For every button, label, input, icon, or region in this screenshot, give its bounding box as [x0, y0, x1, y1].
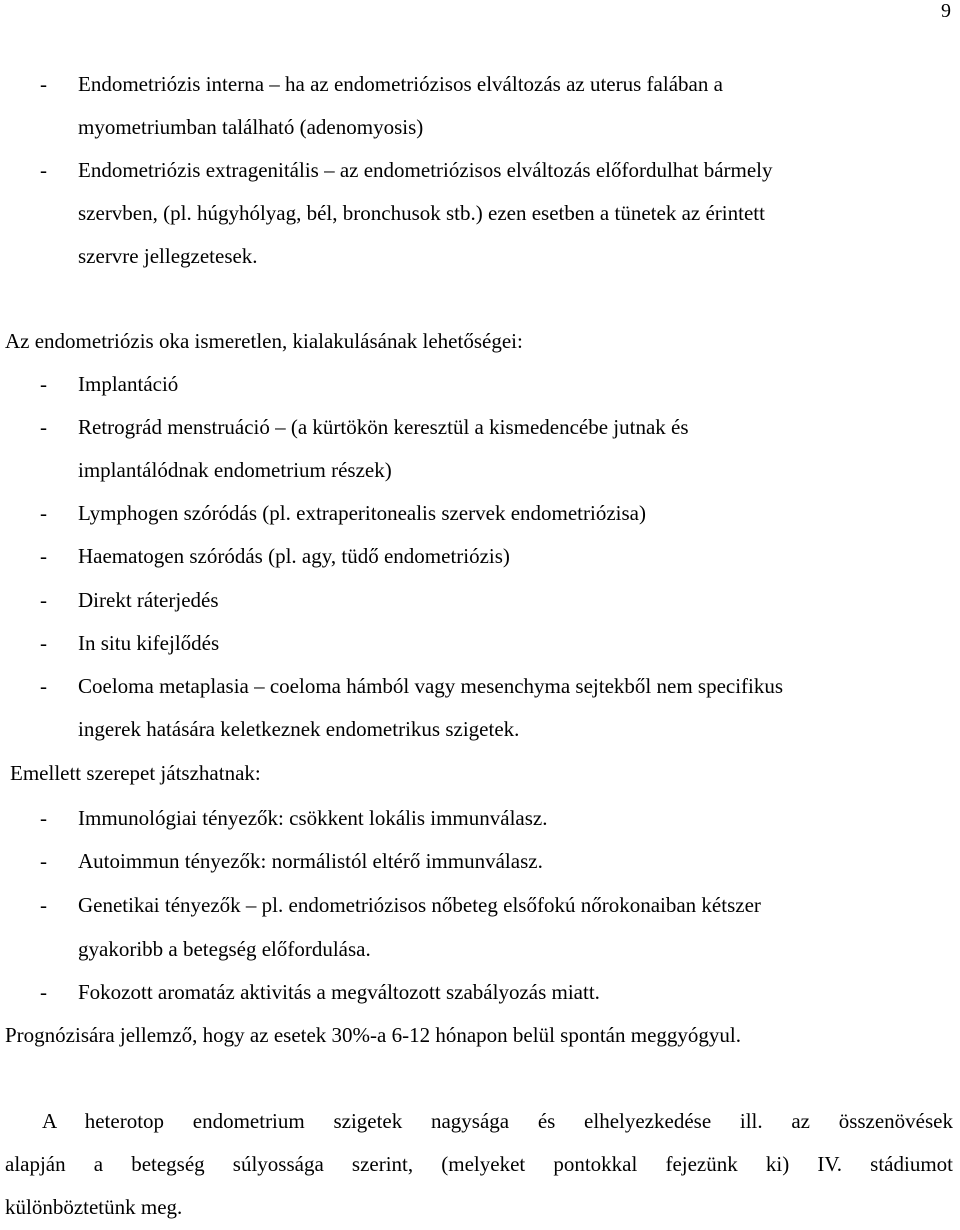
list-dash: - — [40, 544, 47, 568]
list-dash: - — [40, 674, 47, 698]
list-item-text: Lymphogen szóródás (pl. extraperitonealis szervek endometriózisa) — [78, 501, 646, 525]
list-item-continuation: ingerek hatására keletkeznek endometrikus szigetek. — [78, 717, 520, 741]
list-item-continuation: szervre jellegzetesek. — [78, 244, 258, 268]
list-item-continuation: implantálódnak endometrium részek) — [78, 458, 392, 482]
list-item-text: Direkt ráterjedés — [78, 588, 219, 612]
prognosis-paragraph: Prognózisára jellemző, hogy az esetek 30%-a 6-12 hónapon belül spontán meggyógyul. — [5, 1023, 741, 1047]
staging-paragraph-line: A heterotop endometrium szigetek nagysága és elhelyezkedése ill. az összenövések — [42, 1109, 953, 1133]
cause-item-implantation — [40, 372, 178, 396]
list-dash: - — [40, 849, 47, 873]
list-item-continuation: myometriumban található (adenomyosis) — [78, 115, 424, 139]
cause-item-coelomic-metaplasia — [40, 674, 783, 698]
list-dash: - — [40, 415, 47, 439]
list-dash: - — [40, 588, 47, 612]
list-item-continuation: gyakoribb a betegség előfordulása. — [78, 937, 371, 961]
factor-item-aromatase — [40, 980, 600, 1004]
list-item-endometriosis-interna — [40, 72, 723, 96]
cause-item-haematogenic-spread — [40, 544, 510, 568]
cause-item-retrograde-menstruation — [40, 415, 689, 439]
page-number: 9 — [941, 0, 951, 22]
list-item-endometriosis-extragenitalis — [40, 158, 773, 182]
cause-item-in-situ-development — [40, 631, 219, 655]
list-item-text: In situ kifejlődés — [78, 631, 220, 655]
list-item-text: Endometriózis extragenitális – az endometriózisos elváltozás előfordulhat bármely — [78, 158, 773, 182]
causes-heading: Az endometriózis oka ismeretlen, kialakulásának lehetőségei: — [5, 329, 523, 353]
list-dash: - — [40, 72, 47, 96]
staging-paragraph-line: alapján a betegség súlyossága szerint, (melyeket pontokkal fejezünk ki) IV. stádiumot — [5, 1152, 953, 1176]
list-item-text: Immunológiai tényezők: csökkent lokális immunválasz. — [78, 806, 548, 830]
list-item-text: Haematogen szóródás (pl. agy, tüdő endometriózis) — [78, 544, 510, 568]
factors-heading: Emellett szerepet játszhatnak: — [10, 761, 261, 785]
cause-item-lymphogenic-spread — [40, 501, 646, 525]
list-item-text: Fokozott aromatáz aktivitás a megváltozott szabályozás miatt. — [78, 980, 600, 1004]
list-item-text: Endometriózis interna – ha az endometriózisos elváltozás az uterus falában a — [78, 72, 723, 96]
list-item-text: Coeloma metaplasia – coeloma hámból vagy mesenchyma sejtekből nem specifikus — [78, 674, 784, 698]
staging-paragraph-line: különböztetünk meg. — [5, 1195, 183, 1219]
list-dash: - — [40, 158, 47, 182]
list-dash: - — [40, 631, 47, 655]
list-dash: - — [40, 501, 47, 525]
list-dash: - — [40, 980, 47, 1004]
list-item-continuation: szervben, (pl. húgyhólyag, bél, bronchusok stb.) ezen esetben a tünetek az érintett — [78, 201, 765, 225]
list-item-text: Autoimmun tényezők: normálistól eltérő immunválasz. — [78, 849, 543, 873]
list-item-text: Genetikai tényezők – pl. endometriózisos nőbeteg elsőfokú nőrokonaiban kétszer — [78, 893, 761, 917]
list-item-text: Implantáció — [78, 372, 179, 396]
list-dash: - — [40, 806, 47, 830]
factor-item-immunological — [40, 806, 548, 830]
list-dash: - — [40, 893, 47, 917]
list-dash: - — [40, 372, 47, 396]
factor-item-genetic — [40, 893, 761, 917]
list-item-text: Retrográd menstruáció – (a kürtökön keresztül a kismedencébe jutnak és — [78, 415, 689, 439]
cause-item-direct-extension — [40, 588, 219, 612]
factor-item-autoimmune — [40, 849, 543, 873]
